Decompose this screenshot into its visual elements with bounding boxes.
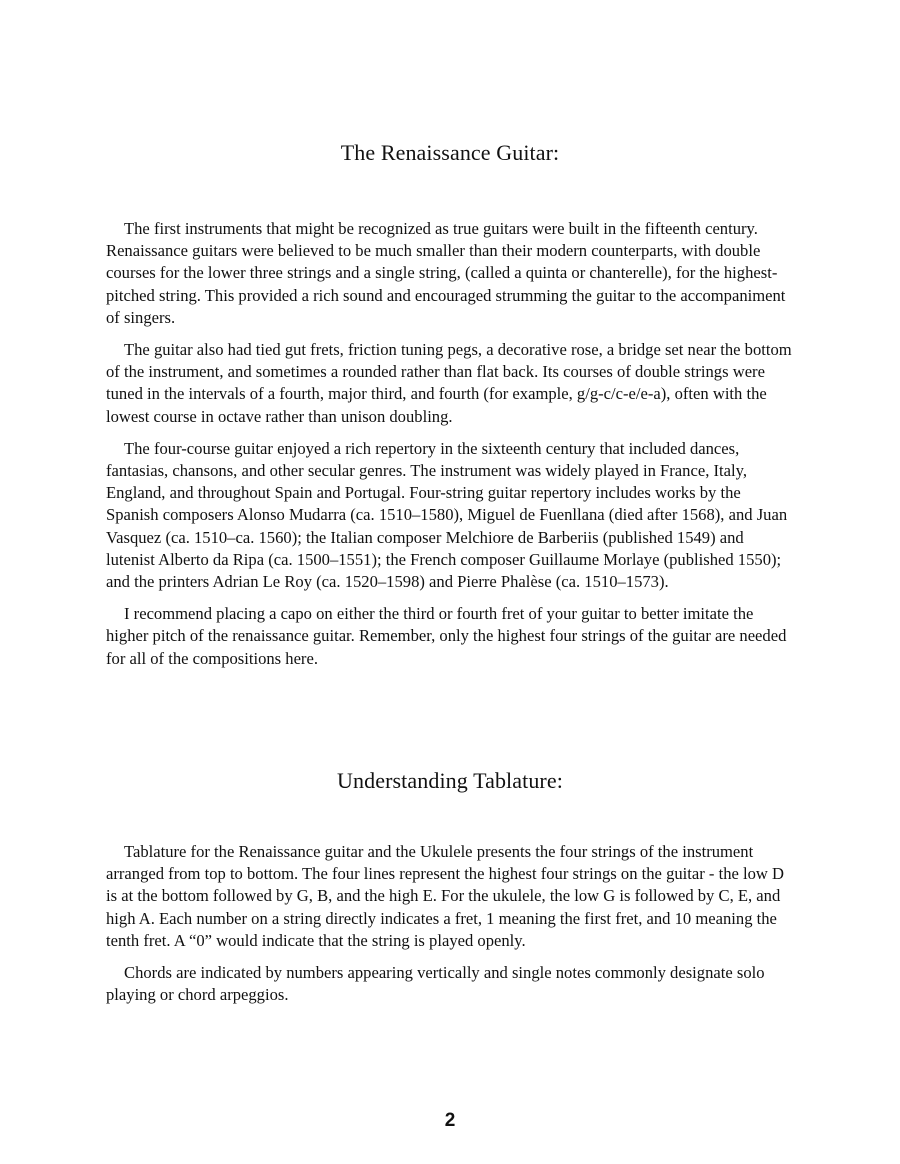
page-number: 2 [444, 1110, 456, 1131]
paragraph: Chords are indicated by numbers appearing vertically and single notes commonly designate solo playing or chord arpeggios. [106, 963, 765, 1005]
section-body-renaissance-guitar [106, 218, 796, 680]
section-body-understanding-tablature [106, 841, 796, 1016]
paragraph: The guitar also had tied gut frets, friction tuning pegs, a decorative rose, a bridge set near the bottom of the instrument, and sometimes a rounded rather than flat back. Its courses of double strings were tuned in the intervals of a fourth, major third, and fourth (for example, g/g-c/c-e/e-a), often with the lowest course in octave rather than unison doubling. [106, 340, 792, 426]
paragraph: The first instruments that might be recognized as true guitars were built in the fifteenth century. Renaissance guitars were believed to be much smaller than their modern counterparts, with double courses for the lower three strings and a single string, (called a quinta or chanterelle), for the highest-pitched string. This provided a rich sound and encouraged strumming the guitar to the accompaniment of singers. [106, 219, 786, 327]
section-title-renaissance-guitar: The Renaissance Guitar: [340, 140, 560, 165]
paragraph: I recommend placing a capo on either the third or fourth fret of your guitar to better imitate the higher pitch of the renaissance guitar. Remember, only the highest four strings of the guitar are needed for all of the compositions here. [106, 604, 787, 668]
paragraph: Tablature for the Renaissance guitar and the Ukulele presents the four strings of the instrument arranged from top to bottom. The four lines represent the highest four strings on the guitar - the low D is at the bottom followed by G, B, and the high E. For the ukulele, the low G is followed by C, E, and high A. Each number on a string directly indicates a fret, 1 meaning the first fret, and 10 meaning the tenth fret. A “0” would indicate that the string is played openly. [106, 842, 785, 950]
section-title-understanding-tablature: Understanding Tablature: [337, 768, 563, 793]
paragraph: The four-course guitar enjoyed a rich repertory in the sixteenth century that included dances, fantasias, chansons, and other secular genres. The instrument was widely played in France, Italy, England, and throughout Spain and Portugal. Four-string guitar repertory includes works by the Spanish composers Alonso Mudarra (ca. 1510–1580), Miguel de Fuenllana (died after 1568), and Juan Vasquez (ca. 1510–ca. 1560); the Italian composer Melchiore de Barberiis (published 1549) and lutenist Alberto da Ripa (ca. 1500–1551); the French composer Guillaume Morlaye (published 1550); and the printers Adrian Le Roy (ca. 1520–1598) and Pierre Phalèse (ca. 1510–1573). [106, 438, 788, 592]
